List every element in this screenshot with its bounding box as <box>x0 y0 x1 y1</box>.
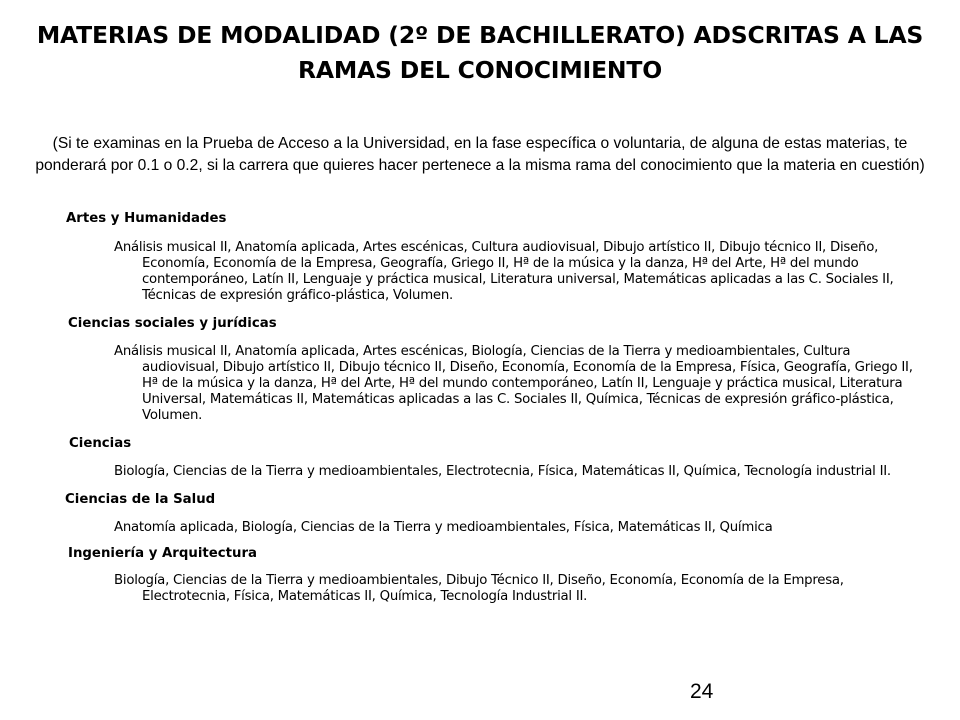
branch-health-sciences <box>60 491 920 536</box>
branch-sciences <box>60 435 920 480</box>
page-number: 24 <box>690 680 714 703</box>
branch-subjects: Análisis musical II, Anatomía aplicada, Artes escénicas, Cultura audiovisual, Dibujo artístico II, Dibujo técnico II, Diseño, Economía, Economía de la Empresa, Geografía, Griego II, Hª de la música y la danza, Hª del Arte, Hª del mundo contemporáneo, Latín II, Lenguaje y práctica musical, Literatura universal, Matemáticas aplicadas a las C. Sociales II, Técnicas de expresión gráfico-plástica, Volumen. <box>114 240 894 303</box>
branch-heading: Ingeniería y Arquitectura <box>68 546 258 561</box>
branch-social-legal <box>60 315 920 424</box>
branch-arts-humanities <box>60 210 920 304</box>
branch-heading: Artes y Humanidades <box>66 211 227 226</box>
branch-heading: Ciencias <box>69 436 132 451</box>
page-title: MATERIAS DE MODALIDAD (2º DE BACHILLERATO) ADSCRITAS A LAS RAMAS DEL CONOCIMIENTO <box>36 21 924 84</box>
branch-subjects: Biología, Ciencias de la Tierra y medioambientales, Electrotecnia, Física, Matemáticas II, Química, Tecnología industrial II. <box>114 464 891 479</box>
branch-subjects: Análisis musical II, Anatomía aplicada, Artes escénicas, Biología, Ciencias de la Tierra y medioambientales, Cultura audiovisual, Dibujo artístico II, Dibujo técnico II, Diseño, Economía, Economía de la Empresa, Física, Geografía, Griego II, Hª de la música y la danza, Hª del Arte, Hª del mundo contemporáneo, Latín II, Lenguaje y práctica musical, Literatura Universal, Matemáticas II, Matemáticas aplicadas a las C. Sociales II, Química, Técnicas de expresión gráfico-plástica, Volumen. <box>114 344 913 423</box>
branch-engineering-architecture <box>60 545 920 605</box>
branch-subjects: Anatomía aplicada, Biología, Ciencias de la Tierra y medioambientales, Física, Matemáticas II, Química <box>114 520 773 535</box>
subtitle-note: (Si te examinas en la Prueba de Acceso a la Universidad, en la fase específica o voluntaria, de alguna de estas materias, te ponderará por 0.1 o 0.2, si la carrera que quieres hacer pertenece a la misma rama del conocimiento que la materia en cuestión) <box>35 135 925 174</box>
branch-subjects: Biología, Ciencias de la Tierra y medioambientales, Dibujo Técnico II, Diseño, Economía, Economía de la Empresa, Electrotecnia, Física, Matemáticas II, Química, Tecnología Industrial II. <box>114 573 844 604</box>
branch-heading: Ciencias de la Salud <box>65 492 216 507</box>
branches-list <box>60 210 920 605</box>
branch-heading: Ciencias sociales y jurídicas <box>68 316 277 331</box>
